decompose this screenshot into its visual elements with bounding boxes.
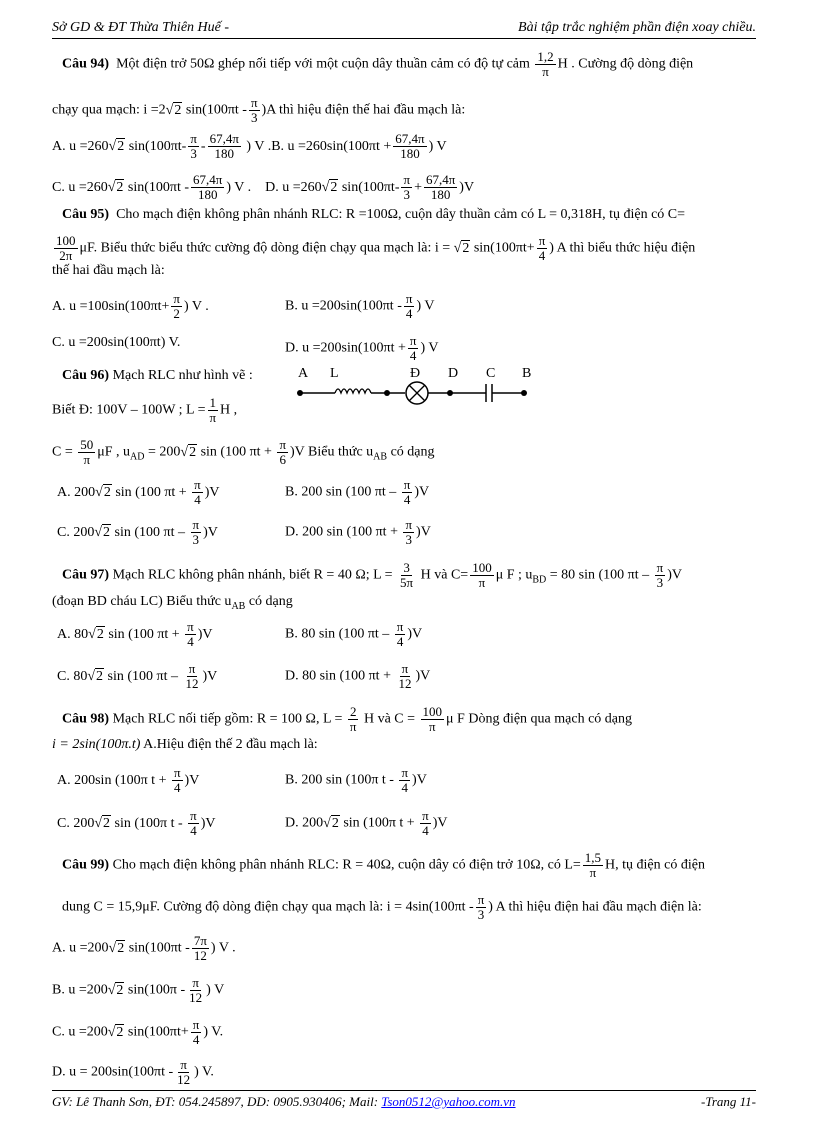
q94-options-ab <box>52 132 447 161</box>
q94-text2: H . Cường độ dòng điện <box>557 56 694 72</box>
q98-options-cd <box>57 808 448 838</box>
q94-line1 <box>62 50 693 79</box>
q96-opt-a[interactable]: A. 200√2 sin (100 πt + $\frac{\pi}{4}$ )V <box>57 477 220 507</box>
q98-options-ab <box>57 765 427 795</box>
q94-text5: )A thì hiệu điện thế hai đầu mạch là: <box>261 102 466 118</box>
q98-text2: H và C = <box>363 711 416 727</box>
frac: $\frac{\pi}{3}$ <box>250 95 258 125</box>
q96-opt-d[interactable]: D. 200 sin (100 πt + $\frac{\pi}{3}$ )V <box>285 517 431 547</box>
q98-line1: Câu 98) Mạch RLC nối tiếp gồm: R = 100 Ω, L = $\frac{2}{\pi}$ H và C = $\frac{100}{\pi}$ μ F Dòng điện qua mạch có dạng <box>62 704 633 734</box>
q94-L-frac: $\frac{1,2}{\pi}$ <box>537 49 554 79</box>
q94-opt-a[interactable]: A. u =260√2 sin(100πt- $\frac{\pi}{3}$ - $\frac{67,4\pi}{180}$ ) V <box>52 131 265 161</box>
q95-line1 <box>62 206 685 224</box>
q98-text5: A.Hiệu điện thế 2 đầu mạch là: <box>140 737 318 752</box>
node-label-d-lamp: Đ <box>410 366 421 381</box>
q97-text1: Mạch RLC không phân nhánh, biết R = 40 Ω; L = <box>112 567 393 583</box>
q96-text6: = 200 <box>147 444 181 460</box>
page-number: -Trang 11- <box>700 1094 756 1109</box>
q97-text5: )V <box>667 567 682 583</box>
circuit-diagram <box>290 366 540 406</box>
q97-text3: μ F ; u <box>495 567 533 583</box>
node-a <box>297 390 303 396</box>
q97-line1: Câu 97) Mạch RLC không phân nhánh, biết R = 40 Ω; L = $\frac{3}{5\pi}$ H và C= $\frac{100}{\pi}$ μ F ; $u_{BD} = 80$ sin (100 πt – $\frac{\pi}{3}$ )V <box>62 560 682 590</box>
q97-text7: có dạng <box>248 594 293 609</box>
q97-line2: (đoạn BD cháu LC) Biểu thức $u_{AB}$ có dạng <box>52 594 293 612</box>
q97-opt-a[interactable]: A. 80√2 sin (100 πt + $\frac{\pi}{4}$ )V <box>57 619 213 649</box>
q95-opt-b[interactable]: B. u =200sin(100πt - $\frac{\pi}{4}$ ) V <box>285 291 435 321</box>
q98-label: Câu 98) <box>62 711 110 727</box>
q95-opt-a[interactable]: A. u =100sin(100πt+ $\frac{\pi}{2}$ ) V . <box>52 291 209 321</box>
q96-opt-c[interactable]: C. 200√2 sin (100 πt – $\frac{\pi}{3}$ )V <box>57 517 218 547</box>
q95-label: Câu 95) <box>62 207 110 222</box>
q95-line3: thế hai đầu mạch là: <box>52 263 165 278</box>
q94-line2 <box>52 96 465 125</box>
q94-opt-d[interactable]: D. u =260√2 sin(100πt- $\frac{\pi}{3}$ + $\frac{67,4\pi}{180}$ )V <box>265 172 475 202</box>
page-footer <box>52 1090 756 1109</box>
q94-opt-c[interactable]: C. u =260√2 sin(100πt - $\frac{67,4\pi}{180}$ ) V . <box>52 172 252 202</box>
sqrt2: √2 <box>165 102 182 118</box>
node-label-a: A <box>298 366 309 381</box>
q99-opt-d[interactable]: D. u = 200sin(100πt - $\frac{\pi}{12}$ ) V. <box>52 1057 214 1087</box>
q95-text4: ) A thì biểu thức hiệu điện <box>549 240 696 256</box>
q95-options-ab <box>52 291 435 321</box>
q96-line3: C = $\frac{50}{\pi}$ μF , $u_{AD} = 200√2$ sin (100 πt + $\frac{\pi}{6}$ )V Biểu thức $u_{AB}$ có dạng <box>52 437 435 467</box>
q95-text3: sin(100πt+ <box>473 240 535 256</box>
q94-text3: chạy qua mạch: i =2 <box>52 102 166 118</box>
q96-text4: C = <box>52 444 73 460</box>
q99-opt-c[interactable]: C. u =200√2 sin(100πt+ $\frac{\pi}{4}$ ) V. <box>52 1017 224 1047</box>
node-b <box>521 390 527 396</box>
q96-line2: Biết Đ: 100V – 100W ; L = $\frac{1}{\pi}$ H , <box>52 395 238 425</box>
q95-C-frac: $\frac{100}{2\pi}$ <box>56 233 76 263</box>
q97-label: Câu 97) <box>62 567 110 583</box>
inductor-coil <box>335 389 371 393</box>
q96-text9: có dạng <box>390 444 435 460</box>
q99-line2: dung C = 15,9μF. Cường độ dòng điện chạy qua mạch là: i = 4sin(100πt - $\frac{\pi}{3}$ ) A thì hiệu điện hai đầu mạch điện là: <box>62 892 702 922</box>
q95-opt-d[interactable]: D. u =200sin(100πt + $\frac{\pi}{4}$ ) V <box>285 333 439 363</box>
node-l <box>384 390 390 396</box>
q96-text5: μF , u <box>97 444 131 460</box>
q99-opt-b[interactable]: B. u =200√2 sin(100π - $\frac{\pi}{12}$ ) V <box>52 975 225 1005</box>
q94-opt-b[interactable]: .B. u =260sin(100πt + $\frac{67,4\pi}{180}$ ) V <box>267 131 447 161</box>
q99-text2: H, tụ điện có điện <box>605 857 705 873</box>
node-label-b: B <box>522 366 532 381</box>
q96-options-cd <box>57 517 431 547</box>
q98-current: i = 2sin(100π.t) <box>52 737 141 752</box>
q96-text3: H , <box>220 402 238 418</box>
q98-opt-a[interactable]: A. 200sin (100π t + $\frac{\pi}{4}$ )V <box>57 765 200 795</box>
q94-options-cd <box>52 173 474 202</box>
q95-opt-c[interactable]: C. u =200sin(100πt) V. <box>52 335 181 350</box>
q99-text3: dung C = 15,9μF. Cường độ dòng điện chạy qua mạch là: i = 4sin(100πt - <box>62 899 474 915</box>
q98-opt-d[interactable]: D. 200√2 sin (100π t + $\frac{\pi}{4}$ )V <box>285 808 448 838</box>
q96-text2: Biết Đ: 100V – 100W ; L = <box>52 402 206 418</box>
q95-text2: μF. Biểu thức biểu thức cường độ dòng điện chạy qua mạch là: i = <box>79 240 451 256</box>
footer-contact: GV: Lê Thanh Sơn, ĐT: 054.245897, DD: 0905.930406; Mail: Tson0512@yahoo.com.vn <box>52 1094 516 1109</box>
q96-text1: Mạch RLC như hình vẽ : <box>112 368 253 383</box>
q99-opt-a[interactable]: A. u =200√2 sin(100πt - $\frac{7\pi}{12}$ ) V . <box>52 933 236 963</box>
q95-text1: Cho mạch điện không phân nhánh RLC: R =100Ω, cuộn dây thuần cảm có L = 0,318H, tụ điện có C= <box>116 207 686 222</box>
header-right: Bài tập trắc nghiệm phần điện xoay chiều. <box>518 20 756 35</box>
q96-opt-b[interactable]: B. 200 sin (100 πt – $\frac{\pi}{4}$ )V <box>285 477 430 507</box>
q98-opt-b[interactable]: B. 200 sin (100π t - $\frac{\pi}{4}$ )V <box>285 765 427 795</box>
q98-opt-c[interactable]: C. 200√2 sin (100π t - $\frac{\pi}{4}$ )V <box>57 808 216 838</box>
q98-line2 <box>52 736 318 754</box>
q97-text2: H và C= <box>420 567 469 583</box>
q97-text6: (đoạn BD cháu LC) Biểu thức u <box>52 594 232 609</box>
node-label-d: D <box>448 366 459 381</box>
q94-label: Câu 94) <box>62 56 110 72</box>
q97-opt-b[interactable]: B. 80 sin (100 πt – $\frac{\pi}{4}$ )V <box>285 619 423 649</box>
email-link[interactable]: Tson0512@yahoo.com.vn <box>381 1094 516 1109</box>
node-label-c: C <box>486 366 496 381</box>
node-label-l: L <box>330 366 339 381</box>
q99-line1: Câu 99) Cho mạch điện không phân nhánh RLC: R = 40Ω, cuộn dây có điện trở 10Ω, có L= $\frac{1,5}{\pi}$ H, tụ điện có điện <box>62 850 705 880</box>
q98-text3: μ F Dòng điện qua mạch có dạng <box>446 711 633 727</box>
page-header <box>52 20 756 39</box>
q99-text4: ) A thì hiệu điện hai đầu mạch điện là: <box>488 899 702 915</box>
q96-options-ab <box>57 477 430 507</box>
q94-text1: Một điện trở 50Ω ghép nối tiếp với một cuộn dây thuần cảm có độ tự cảm <box>116 56 530 72</box>
q96-label: Câu 96) <box>62 368 110 383</box>
q97-options-ab <box>57 619 423 649</box>
q99-label: Câu 99) <box>62 857 110 873</box>
circuit-svg <box>290 366 540 406</box>
q95-options-cd <box>52 333 439 363</box>
node-d <box>447 390 453 396</box>
q98-text1: Mạch RLC nối tiếp gồm: R = 100 Ω, L = <box>112 711 343 727</box>
q97-options-cd <box>57 661 431 691</box>
q97-text4: = 80 sin (100 πt – <box>549 567 650 583</box>
q97-opt-d[interactable]: D. 80 sin (100 πt + $\frac{\pi}{12}$ )V <box>285 661 431 691</box>
header-left: Sở GD & ĐT Thừa Thiên Huế - <box>52 20 230 35</box>
q96-text7: sin (100 πt + <box>200 444 272 460</box>
q96-line1 <box>62 367 253 385</box>
q99-text1: Cho mạch điện không phân nhánh RLC: R = 40Ω, cuộn dây có điện trở 10Ω, có L= <box>112 857 581 873</box>
q94-text4: sin(100πt - <box>185 102 247 118</box>
q97-opt-c[interactable]: C. 80√2 sin (100 πt – $\frac{\pi}{12}$ )V <box>57 661 218 691</box>
q96-text8: )V Biểu thức u <box>290 444 374 460</box>
q95-line2: $\frac{100}{2\pi}$ μF. Biểu thức biểu thức cường độ dòng điện chạy qua mạch là: i = √2 sin(100πt+ $\frac{\pi}{4}$ ) A thì biểu thức hiệu điện <box>56 233 696 263</box>
